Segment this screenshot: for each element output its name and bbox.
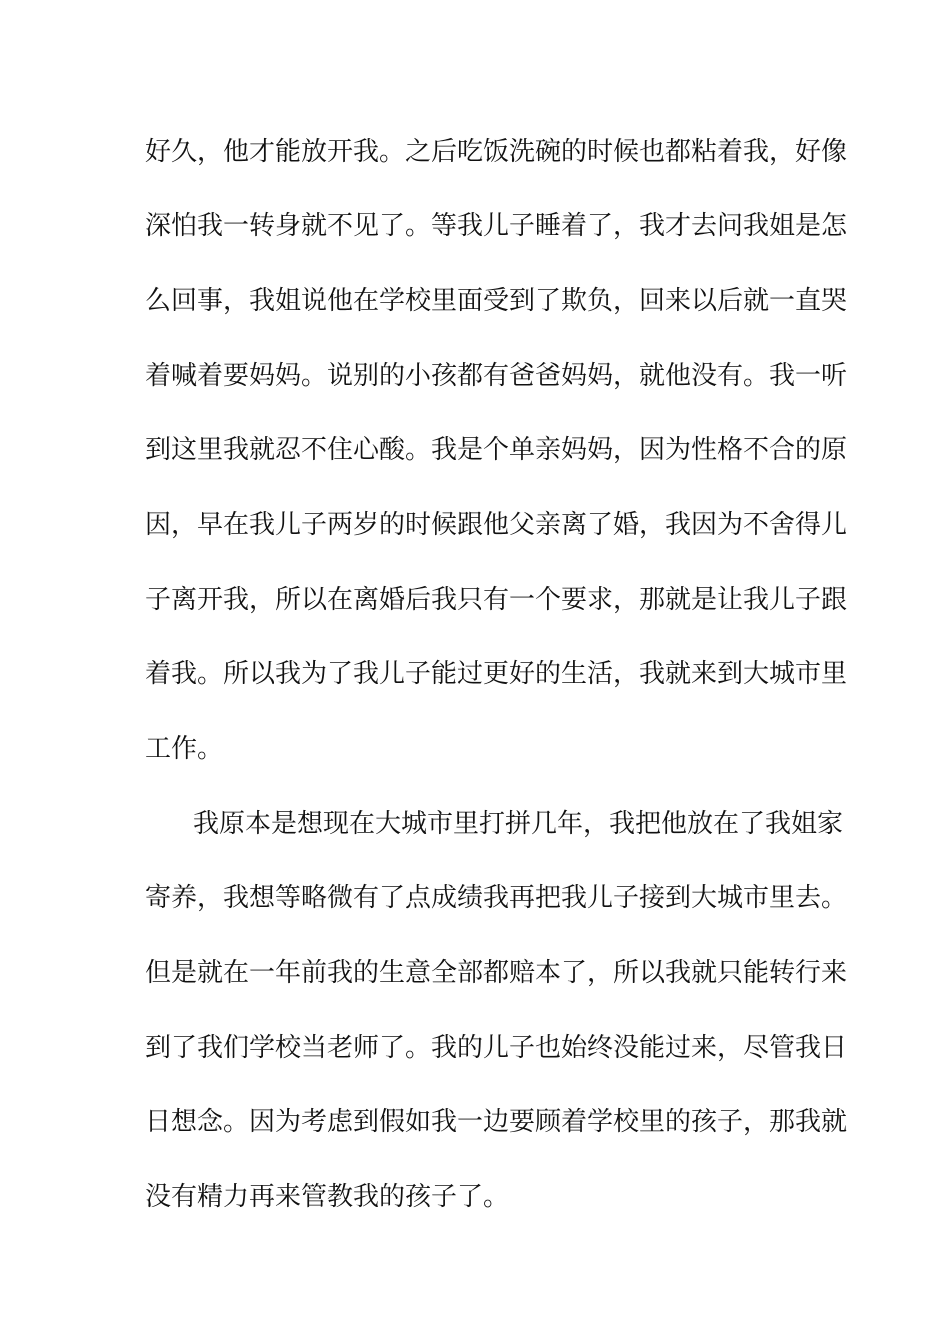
text-line: 着我。所以我为了我儿子能过更好的生活，我就来到大城市里 [145, 659, 848, 689]
text-line: 寄养，我想等略微有了点成绩我再把我儿子接到大城市里去。 [145, 883, 848, 913]
text-line: 着喊着要妈妈。说别的小孩都有爸爸妈妈，就他没有。我一听 [145, 361, 848, 391]
paragraph-first-line: 我原本是想现在大城市里打拼几年，我把他放在了我姐家 [193, 809, 844, 839]
text-line: 到这里我就忍不住心酸。我是个单亲妈妈，因为性格不合的原 [145, 435, 848, 465]
text-line: 么回事，我姐说他在学校里面受到了欺负，回来以后就一直哭 [145, 286, 848, 316]
text-line: 因，早在我儿子两岁的时候跟他父亲离了婚，我因为不舍得儿 [145, 510, 848, 540]
text-line: 到了我们学校当老师了。我的儿子也始终没能过来，尽管我日 [145, 1033, 848, 1063]
text-line: 工作。 [145, 734, 224, 764]
text-line: 深怕我一转身就不见了。等我儿子睡着了，我才去问我姐是怎 [145, 211, 848, 241]
text-line: 子离开我，所以在离婚后我只有一个要求，那就是让我儿子跟 [145, 585, 848, 615]
text-line: 没有精力再来管教我的孩子了。 [145, 1182, 510, 1212]
text-line: 日想念。因为考虑到假如我一边要顾着学校里的孩子，那我就 [145, 1107, 848, 1137]
text-line: 但是就在一年前我的生意全部都赔本了，所以我就只能转行来 [145, 958, 848, 988]
text-line: 好久，他才能放开我。之后吃饭洗碗的时候也都粘着我，好像 [145, 137, 848, 167]
